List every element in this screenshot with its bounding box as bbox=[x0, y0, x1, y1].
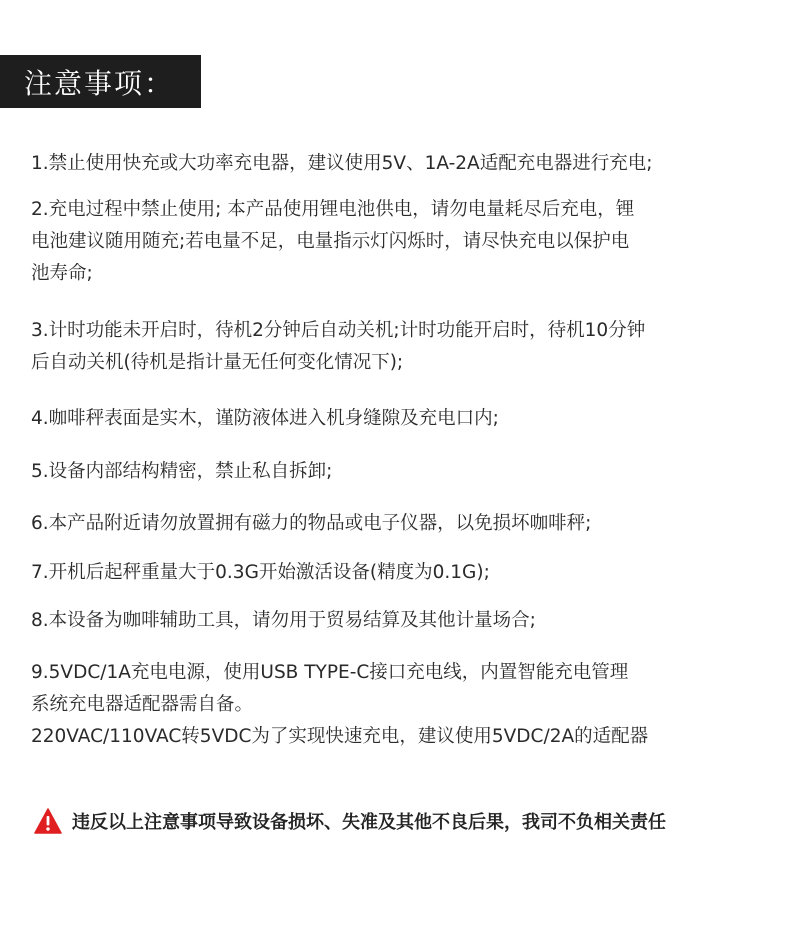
note-item bbox=[31, 557, 766, 589]
note-line: 4.咖啡秤表面是实木，谨防液体进入机身缝隙及充电口内; bbox=[31, 408, 499, 429]
note-item bbox=[31, 315, 766, 379]
note-item bbox=[31, 508, 766, 540]
note-item bbox=[31, 403, 766, 435]
note-line: 8.本设备为咖啡辅助工具，请勿用于贸易结算及其他计量场合; bbox=[31, 610, 536, 631]
note-item bbox=[31, 605, 766, 637]
warning-triangle-icon bbox=[34, 808, 62, 834]
note-line: 220VAC/110VAC转5VDC为了实现快速充电，建议使用5VDC/2A的适配器 bbox=[31, 726, 649, 747]
note-line: 3.计时功能未开启时，待机2分钟后自动关机;计时功能开启时，待机10分钟 bbox=[31, 320, 646, 341]
section-title: 注意事项： bbox=[24, 66, 175, 100]
note-line: 池寿命; bbox=[31, 263, 93, 284]
note-line: 后自动关机(待机是指计量无任何变化情况下); bbox=[31, 352, 404, 373]
warning-notice bbox=[34, 808, 666, 834]
note-item bbox=[31, 148, 766, 180]
note-line: 电池建议随用随充;若电量不足，电量指示灯闪烁时，请尽快充电以保护电 bbox=[31, 231, 630, 252]
note-line: 2.充电过程中禁止使用; 本产品使用锂电池供电，请勿电量耗尽后充电，锂 bbox=[31, 199, 635, 220]
note-item bbox=[31, 657, 766, 753]
note-line: 5.设备内部结构精密，禁止私自拆卸; bbox=[31, 461, 333, 482]
section-header bbox=[0, 55, 201, 108]
note-line: 7.开机后起秤重量大于0.3G开始激活设备(精度为0.1G); bbox=[31, 562, 490, 583]
note-line: 1.禁止使用快充或大功率充电器，建议使用5V、1A-2A适配充电器进行充电; bbox=[31, 153, 653, 174]
note-line: 系统充电器适配器需自备。 bbox=[31, 694, 254, 715]
note-item bbox=[31, 456, 766, 488]
warning-text: 违反以上注意事项导致设备损坏、失准及其他不良后果，我司不负相关责任 bbox=[72, 812, 666, 833]
note-item bbox=[31, 194, 766, 290]
note-line: 6.本产品附近请勿放置拥有磁力的物品或电子仪器，以免损坏咖啡秤; bbox=[31, 513, 592, 534]
note-line: 9.5VDC/1A充电电源，使用USB TYPE-C接口充电线，内置智能充电管理 bbox=[31, 662, 629, 683]
